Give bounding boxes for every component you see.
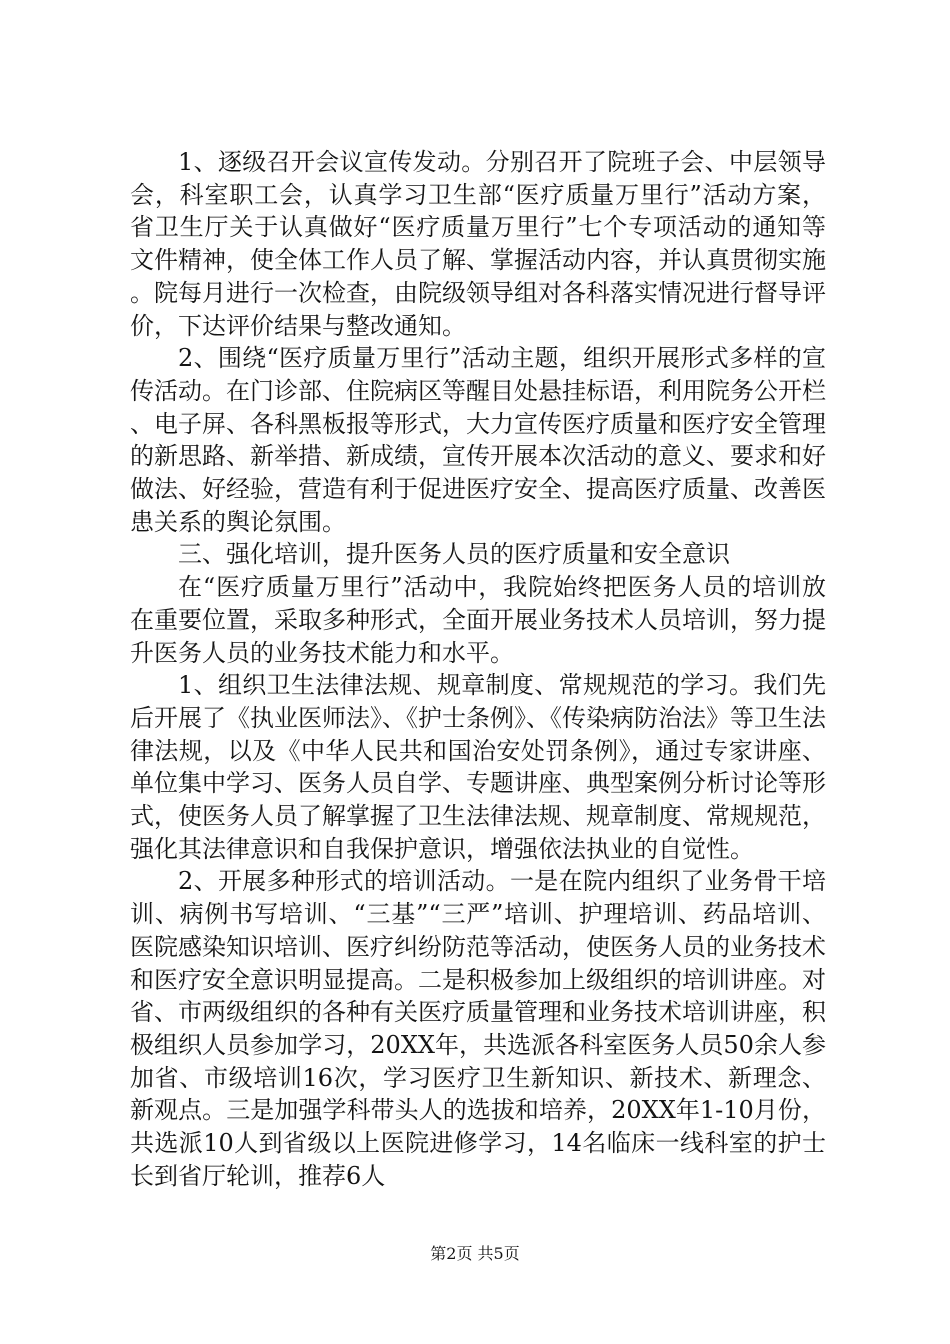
document-body xyxy=(130,146,826,1193)
paragraph-training-activities: 2、开展多种形式的培训活动。一是在院内组织了业务骨干培训、病例书写培训、“三基”“三严”培训、护理培训、药品培训、医院感染知识培训、医疗纠纷防范等活动，使医务人员的业务技术和医疗安全意识明显提高。二是积极参加上级组织的培训讲座。对省、市两级组织的各种有关医疗质量管理和业务技术培训讲座，积极组织人员参加学习，20XX年，共选派各科室医务人员50余人参加省、市级培训16次，学习医疗卫生新知识、新技术、新理念、新观点。三是加强学科带头人的选拔和培养，20XX年1-10月份，共选派10人到省级以上医院进修学习，14名临床一线科室的护士长到省厅轮训，推荐6人 xyxy=(130,867,826,1190)
paragraph-training-intro: 在“医疗质量万里行”活动中，我院始终把医务人员的培训放在重要位置，采取多种形式，全面开展业务技术人员培训，努力提升医务人员的业务技术能力和水平。 xyxy=(130,573,826,667)
page-footer: 第2页 共5页 xyxy=(430,1244,520,1263)
paragraph-law-study: 1、组织卫生法律法规、规章制度、常规规范的学习。我们先后开展了《执业医师法》、《护士条例》、《传染病防治法》等卫生法律法规，以及《中华人民共和国治安处罚条例》，通过专家讲座、单位集中学习、医务人员自学、专题讲座、典型案例分析讨论等形式，使医务人员了解掌握了卫生法律法规、规章制度、常规规范，强化其法律意识和自我保护意识，增强依法执业的自觉性。 xyxy=(130,671,826,863)
paragraph-publicity-meetings: 1、逐级召开会议宣传发动。分别召开了院班子会、中层领导会，科室职工会，认真学习卫生部“医疗质量万里行”活动方案，省卫生厅关于认真做好“医疗质量万里行”七个专项活动的通知等文件精神，使全体工作人员了解、掌握活动内容，并认真贯彻实施。院每月进行一次检查，由院级领导组对各科落实情况进行督导评价，下达评价结果与整改通知。 xyxy=(130,148,826,340)
paragraph-publicity-activities: 2、围绕“医疗质量万里行”活动主题，组织开展形式多样的宣传活动。在门诊部、住院病区等醒目处悬挂标语，利用院务公开栏、电子屏、各科黑板报等形式，大力宣传医疗质量和医疗安全管理的新思路、新举措、新成绩，宣传开展本次活动的意义、要求和好做法、好经验，营造有利于促进医疗安全、提高医疗质量、改善医患关系的舆论氛围。 xyxy=(130,344,826,536)
section-heading-training: 三、强化培训，提升医务人员的医疗质量和安全意识 xyxy=(178,540,730,569)
